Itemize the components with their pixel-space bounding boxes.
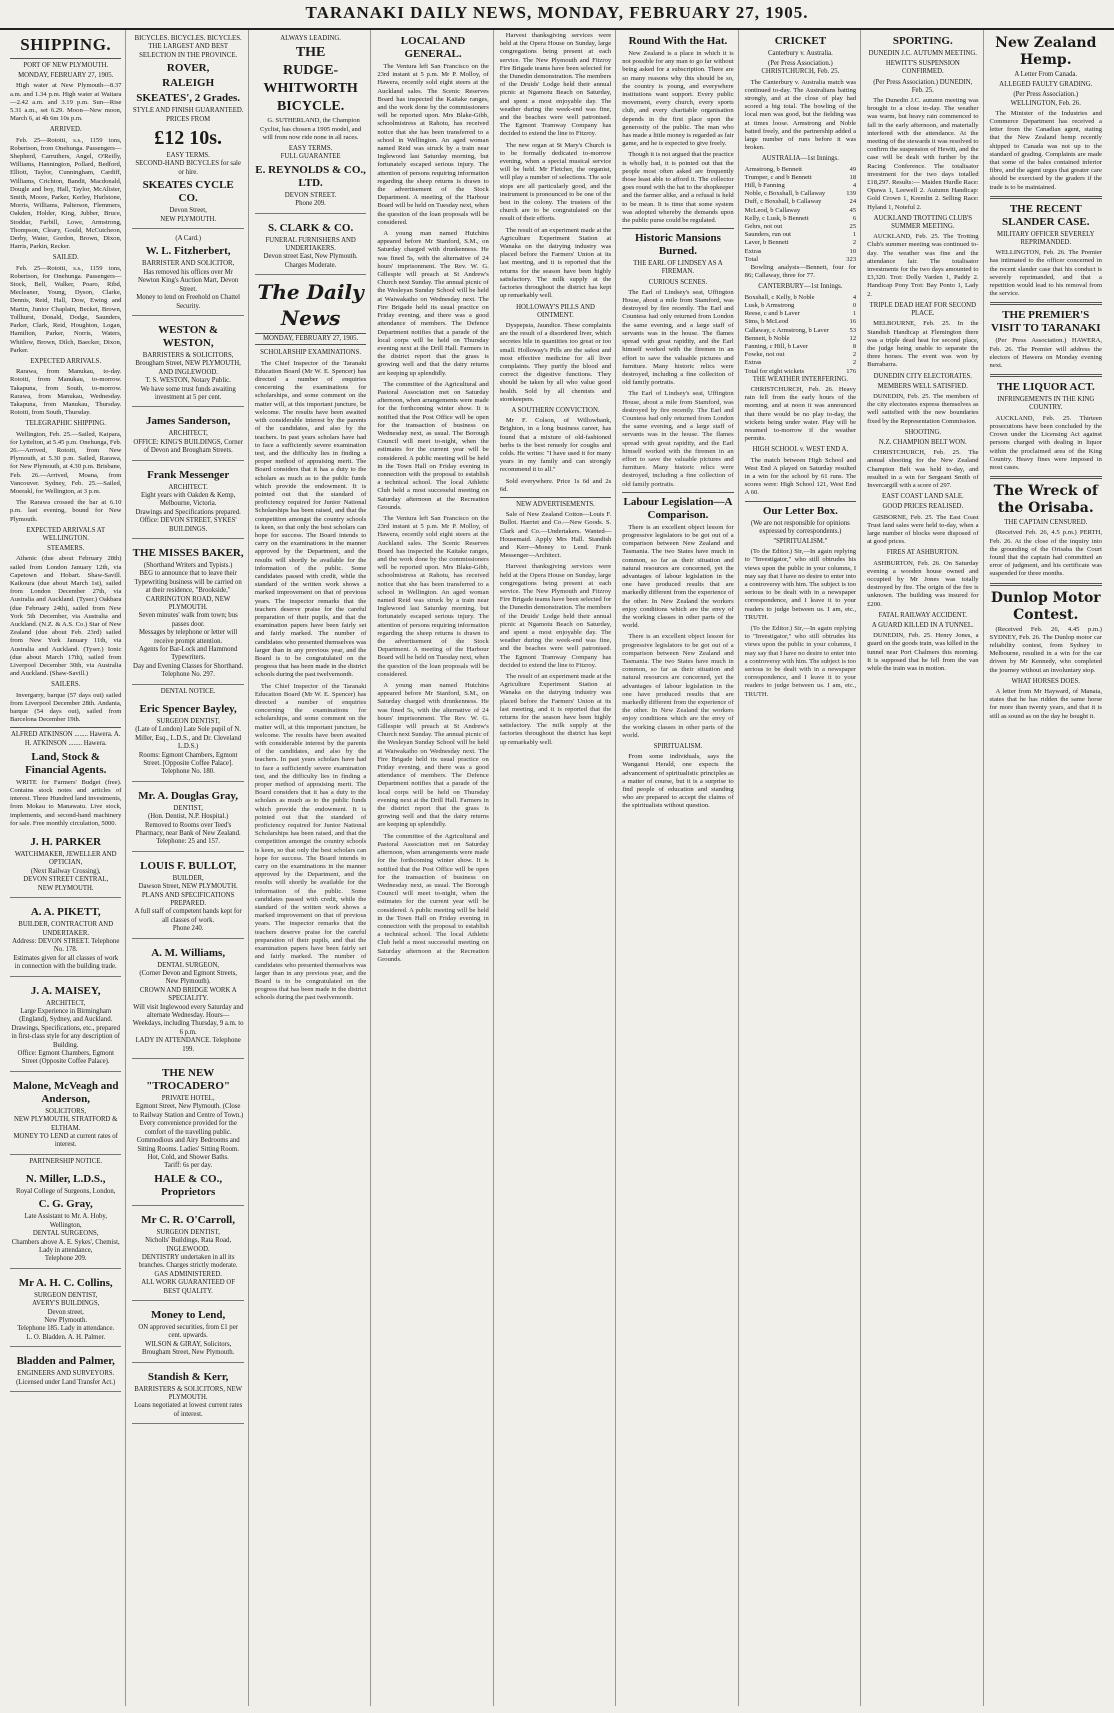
conviction-price: Sold everywhere. Price 1s 6d and 2s 6d. [499, 477, 612, 493]
letter-text: (To the Editor.) Sir,—In again replying to "Investigator," who still obtrudes his views upon the public in your columns, I may say that I have no desire to enter into a controversy with him. The subject is too serious to be dealt with in a newspaper correspondence, and I leave it to your readers to judge between us. I am, etc., TRUTH. [744, 548, 857, 621]
dentists-ad: N. Miller, L.D.S., Royal College of Surgeons, London, C. G. Gray, Late Assistant to Mr. A. Hoby, Wellington, DENTAL SURGEONS, Chambers above A. E. Sykes', Chemist, Lady in attendance, Telephone 209. [10, 1168, 121, 1269]
col5-body-2: The new organ at St Mary's Church is to be formally dedicated to-morrow evening, when a special musical service will be held. Mr Fletcher, the organist, will play a number of selections. The sole stops are all particularly good, and the instrument is pronounced to be one of the best in the colony. The trustees of the church are to be congratulated on the result of their efforts. [499, 141, 612, 223]
bullot-ad: LOUIS F. BULLOT, BUILDER, Dawson Street, NEW PLYMOUTH. PLANS AND SPECIFICATIONS PREPARED. A full staff of competent hands kept for all classes of work. Phone 240. [132, 855, 243, 939]
new-advertisements-text: Sale of New Zealand Cotton—Louis F. Bullot. Harriet and Co.—New Goods. S. Clark and Co.—Undertakers. Wanted—Housemaid. Apply Mrs Hall. Standish and Kerr—Money to Lend. Frank Messenger—Architect. [499, 511, 612, 560]
malone-ad: Malone, McVeagh and Anderson, SOLICITORS, NEW PLYMOUTH, STRATFORD & ELTHAM. MONEY TO LEND at current rates of interest. [10, 1075, 121, 1155]
hat-body-2: Though it is not argued that the practice is wholly bad, it is pointed out that the people most often asked are frequently those least able to afford it. The collector goes round with the hat to the shopkeeper and the farmer alike, and a refusal is held to be mean. It is time that some system was adopted whereby the demands upon the public purse could be regulated. [622, 151, 734, 225]
bladden-ad: Bladden and Palmer, ENGINEERS AND SURVEYORS. (Licensed under Land Transfer Act.) [10, 1350, 121, 1392]
expected-text: Rarawa, from Manukau, to-day. Rotoiti, from Manukau, to-morrow. Takapuna, from South, to-morrow. Rarawa, from Manukau, Wednesday. Takapuna, from Manukau, Thursday. Rotoiti, from South, Thursday. [10, 368, 122, 417]
parker-ad: J. H. PARKER WATCHMAKER, JEWELLER AND OPTICIAN, (Next Railway Crossing), DEVON STREET CENTRAL, NEW PLYMOUTH. [10, 831, 121, 898]
round-with-hat-heading: Round With the Hat. [628, 35, 728, 47]
gray-name: C. G. Gray, [38, 1198, 93, 1211]
australia-scorecard: Armstrong, b Bennett 49 Trumper, c and b Bennett 18 Hill, b Fanning 4 Noble, c Boxshall, b Callaway 139 Duff, c Boxshall, b Callaway 24 McLeod, b Callaway 45 Kelly, c Lusk, b Bennett 6 Gehrs, not out 25 Saunders, run out 1 Laver, b Bennett 2 Extras 10 Total 323 [744, 165, 857, 263]
conviction-heading: A SOUTHERN CONVICTION. [511, 406, 600, 414]
skeates-ad: BICYCLES. BICYCLES. BICYCLES. THE LARGEST AND BEST SELECTION IN THE PROVINCE. ROVER, RALEIGH SKEATES', 2 Grades. STYLE AND FINISH GUARANTEED. PRICES FROM £12 10s. EASY TERMS. SECOND-HAND BICYCLES for sale or hire. SKEATES CYCLE CO. Devon Street, NEW PLYMOUTH. [132, 32, 243, 229]
dental-notice: DENTAL NOTICE. [160, 687, 216, 695]
parker-name: J. H. PARKER [30, 836, 102, 849]
telegraphic-heading: TELEGRAPHIC SHIPPING. [25, 420, 106, 428]
williams-ad: A. M. Williams, DENTAL SURGEON, (Corner Devon and Egmont Streets, New Plymouth). CROWN AND BRIDGE WORK A SPECIALITY. Will visit Inglewood every Saturday and alternate Wednesday. Hours—Weekdays, including Thursday, 9 a.m. to 6 p.m. LADY IN ATTENDANCE. Telephone 199. [132, 942, 243, 1059]
price-text: £12 10s. [154, 127, 223, 150]
pikett-name: A. A. PIKETT, [30, 906, 101, 919]
arrived-text: Feb. 25—Rotoiti, s.s., 1159 tons, Robertson, from Onehunga. Passengers—Shepherd, Carruthers, Angel, O'Reilly, Williams, Hannington, Pollard, Bedford, Elliott, Taylor, Cunningham, Cardiff, Williams, Crichton, Bandit, Macdonald, Dougle and boy, Hall, Taylor, McAlister, Smith, Moore, Parker, Kerley, Hurlstone, Morris, Williams, Palterson, Flemmers, Oakden, Holder, King, Jubber, Bruce, Stoddar, Farbill, Lowe, Armstrong, Thompson, Cleary, Gould, McCutcheon, Derby, Water, Gordon, Brown, Dixon, Harris, Parkin, Recker. [10, 136, 122, 251]
trocadero-ad: THE NEW "TROCADERO" PRIVATE HOTEL, Egmont Street, New Plymouth. (Close to Railway Station and Centre of Town.) Every convenience provided for the comfort of the travelling public. Commodious and Airy Bedrooms and Sitting Rooms. Ladies' Sitting Room. Hot, Cold, and Shower Baths. Tariff: 6s per day. HALE & CO., Proprietors [132, 1062, 243, 1206]
column-1 [8, 30, 126, 1706]
hemp-body: The Minister of the Industries and Commerce Department has received a letter from the Canadian agent, stating that the New Zealand hemp recently shipped to Canada was not up to the standard of grading. Complaints are made that some of the bales contained inferior fibre, and the agent urges that greater care should be exercised by the graders if the trade is to be maintained. [989, 109, 1102, 191]
spiritualism-heading: SPIRITUALISM. [653, 743, 703, 751]
local-body-3: The committee of the Agricultural and Pastoral Association met on Saturday afternoon, when arrangements were made for the forthcoming winter show. It is notified that the Post Office will be open for the transaction of business on Wednesday next, as usual. The Borough Council will meet to-night, when the estimates for the current year will be considered. A public meeting will be held in the Town Hall on Friday evening in connection with the proposal to establish a technical school. The local Athletic Club held a most successful meeting on Saturday afternoon at the Recreation Grounds. [377, 380, 489, 511]
column-4: LOCAL AND GENERAL. The Ventura left San Francisco on the 23rd instant at 5 p.m. Mr P. Molloy, of Hawera, recently sold eight steers at the Auckland sales. The Scenic Reserves Board has inspected the Kaitake ranges, and the work done by the commissioners will be reported upon. Mrs Blake-Gibb, schoolmistress at Rahotu, has received notice that she has been transferred to a school in Wellington. An aged woman named Reid was struck by a train near Inglewood last Saturday morning, but fortunately escaped serious injury. The attention of persons requiring information regarding the sheep returns is drawn to the advertisement of the Stock Department. A meeting of the Harbour Board will be held on Tuesday next, when the question of the loan proposals will be considered. A young man named Hutchins appeared before Mr Stanford, S.M., on Saturday charged with drunkenness. He was fined 5s, with the alternative of 24 hours' imprisonment. The Rev. W. G. Gillespie will preach at St Andrew's Church next Sunday. The annual picnic of the Wesleyan Sunday School will be held at Waiwakaiho on Wednesday next. The Fire Brigade held its usual practice on Friday evening, and there was a good attendance of members. The Defence Department notifies that a parade of the local corps will be held on Thursday evening next at the Drill Hall. Farmers in the district report that the grass is growing well and that the dairy returns are keeping up splendidly. The committee of the Agricultural and Pastoral Association met on Saturday afternoon, when arrangements were made for the forthcoming winter show. It is notified that the Post Office will be open for the transaction of business on Wednesday next, as usual. The Borough Council will meet to-night, when the estimates for the current year will be considered. A public meeting will be held in the Town Hall on Friday evening in connection with the proposal to establish a technical school. The local Athletic Club held a most successful meeting on Saturday afternoon at the Recreation Grounds. The Ventura left San Francisco on the 23rd instant at 5 p.m. Mr P. Molloy, of Hawera, recently sold eight steers at the Auckland sales. The Scenic Reserves Board has inspected the Kaitake ranges, and the work done by the commissioners will be reported upon. Mrs Blake-Gibb, schoolmistress at Rahotu, has received notice that she has been transferred to a school in Wellington. An aged woman named Reid was struck by a train near Inglewood last Saturday morning, but fortunately escaped serious injury. The attention of persons requiring information regarding the sheep returns is drawn to the advertisement of the Stock Department. A meeting of the Harbour Board will be held on Tuesday next, when the question of the loan proposals will be considered. A young man named Hutchins appeared before Mr Stanford, S.M., on Saturday charged with drunkenness. He was fined 5s, with the alternative of 24 hours' imprisonment. The Rev. W. G. Gillespie will preach at St Andrew's Church next Sunday. The annual picnic of the Wesleyan Sunday School will be held at Waiwakaiho on Wednesday next. The Fire Brigade held its usual practice on Friday evening, and there was a good attendance of members. The Defence Department notifies that a parade of the local corps will be held on Thursday evening next at the Drill Hall. Farmers in the district report that the grass is growing well and that the dairy returns are keeping up splendidly. The committee of the Agricultural and Pastoral Association met on Saturday afternoon, when arrangements were made for the forthcoming winter show. It is notified that the Post Office will be open for the transaction of business on Wednesday next, as usual. The Borough Council will meet to-night, when the estimates for the current year will be considered. A public meeting will be held in the Town Hall on Friday evening in connection with the proposal to establish a technical school. The local Athletic Club held a most successful meeting on Saturday afternoon at the Recreation Grounds. [375, 30, 493, 1706]
hat-body-1: New Zealand is a place in which it is not possible for any man to go far without being asked for a subscription. There are so many reasons why this should be so, the country is young, and everywhere institutions want support. Every public movement, every church, every sports club, and every charitable organisation depends in the first place upon the generosity of the public. The man who has made a little money is regarded as fair game, and he is expected to give freely. [622, 50, 734, 148]
sanderson-ad: James Sanderson, ARCHITECT, OFFICE: KING'S BUILDINGS, Corner of Devon and Brougham Streets. [132, 410, 243, 460]
miller-name: N. Miller, L.D.S., [25, 1173, 106, 1186]
conviction-text: Mr F. Colson, of Willowbank, Brighton, in a long business career, has found that a mixture of old-fashioned herbs is the best remedy for coughs and colds. He writes: "I have used it for many years in my family and can strongly recommend it to all." [499, 417, 612, 474]
telegraphic-text: Wellington, Feb. 25.—Sailed, Kaipara, for Lyttelton, at 5.45 p.m. Onehunga, Feb. 26.—Arrived, Rotoiti, from New Plymouth, at 5.30 p.m. Sailed, Rarawa, for New Plymouth, at 4.30 p.m. Brisbane, Feb. 26.—Arrived, Moana, from Vancouver. Sydney, Feb. 25.—Sailed, Moerakl, for Wellington, at 3 p.m. [10, 430, 122, 495]
spiritualism-text: From some individuals, says the Wanganui Herald, one expects the advancement of spiritualistic principles as a matter of course, but it is a surprise to find people of education and standing who are prepared to accept the claims of the spiritualists without question. [622, 753, 734, 810]
expected-wellington-heading: EXPECTED ARRIVALS AT WELLINGTON. [26, 526, 106, 542]
baker-ad: THE MISSES BAKER, (Shorthand Writers and Typists.) BEG to announce that to leave their Typewriting business will be carried on at their residence, "Brookside," CARRINGTON ROAD, NEW PLYMOUTH. Seven minutes' walk from town; bus passes door. Messages by telephone or letter will receive prompt attention. Agents for Bar-Lock and Hammond Typewriters. Day and Evening Classes for Shorthand. Telephone No. 297. [132, 542, 243, 685]
sailers-heading: SAILERS. [51, 681, 81, 689]
bicycles-line: BICYCLES. BICYCLES. BICYCLES. [134, 35, 242, 42]
shipping-date: MONDAY, FEBRUARY 27, 1905. [18, 72, 114, 80]
expected-heading: EXPECTED ARRIVALS. [30, 357, 102, 365]
sporting-body: The Dunedin J.C. autumn meeting was brought to a close to-day. The weather was warm, but heavy rain commenced to fall in the early afternoon, and materially interfered with the attendance. At the meeting of the stewards it was resolved to confirm the suspension of Hewitt, and the case will be dealt with further by the Racing Conference. The totalisator investment for the two days totalled £18,297. Results:— Maiden Hurdle Race: Opawa 1, Leewell 2. Autumn Handicap: Gold Crown 1, Kremlin 2. Selling Race: Hyland 1, Noteful 2. [867, 97, 979, 211]
agent-text: ALFRED ATKINSON ........ Hawera. A. H. ATKINSON ........ Hawera. [10, 731, 121, 747]
column-5: Harvest thanksgiving services were held at the Opera House on Sunday, large congregations being present at each service. The New Plymouth and Fitzroy Fire Brigade teams have been selected for the Dunedin demonstration. The members of the Druids' Lodge held their annual picnic at Ngamotu Beach on Saturday, and spent a most enjoyable day. The weather during the week-end was fine, and the beaches were well patronised. The Egmont Tramway Company has decided to extend the line to Fitzroy. The new organ at St Mary's Church is to be formally dedicated to-morrow evening, when a special musical service will be held. Mr Fletcher, the organist, will play a number of selections. The sole stops are all particularly good, and the instrument is pronounced to be one of the best in the colony. The trustees of the church are to be congratulated on the result of their efforts. The result of an experiment made at the Agriculture Experiment Station at Wanaka on the dairying industry was placed before the Farmers' Union at its last meeting, and it is reported that the returns for the season have been highly satisfactory. The milk supply at the factories throughout the district has kept up remarkably well. HOLLOWAY'S PILLS AND OINTMENT. Dyspepsia, Jaundice. These complaints are the result of a disordered liver, which secretes bile in quantities too great or too small. Holloway's Pills are the safest and most effective medicine for all liver complaints. They purify the blood and correct the digestive functions. They should be taken by all who value good health. Sold by all chemists and storekeepers. A SOUTHERN CONVICTION. Mr F. Colson, of Willowbank, Brighton, in a long business career, has found that a mixture of old-fashioned herbs is the best remedy for coughs and colds. He writes: "I have used it for many years in my family and can strongly recommend it to all." Sold everywhere. Price 1s 6d and 2s 6d. NEW ADVERTISEMENTS. Sale of New Zealand Cotton—Louis F. Bullot. Harriet and Co.—New Goods. S. Clark and Co.—Undertakers. Wanted—Housemaid. Apply Mrs Hall. Standish and Kerr—Money to Lend. Frank Messenger—Architect. Harvest thanksgiving services were held at the Opera House on Sunday, large congregations being present at each service. The New Plymouth and Fitzroy Fire Brigade teams have been selected for the Dunedin demonstration. The members of the Druids' Lodge held their annual picnic at Ngamotu Beach on Saturday, and spent a most enjoyable day. The weather during the week-end was fine, and the beaches were well patronised. The Egmont Tramway Company has decided to extend the line to Fitzroy. The result of an experiment made at the Agriculture Experiment Station at Wanaka on the dairying industry was placed before the Farmers' Union at its last meeting, and it is reported that the returns for the season have been highly satisfactory. The milk supply at the factories throughout the district has kept up remarkably well. [498, 30, 616, 1706]
dunlop-heading: Dunlop Motor Contest. [990, 589, 1101, 623]
standish-ad: Standish & Kerr, BARRISTERS & SOLICITORS, NEW PLYMOUTH. Loans negotiated at lowest current rates of interest. [132, 1366, 243, 1425]
messenger-ad: Frank Messenger ARCHITECT. Eight years with Oakden & Kemp, Melbourne, Victoria. Drawings and Specifications prepared. Office: DEVON STREET, SYKES' BUILDINGS. [132, 464, 243, 539]
column-3 [253, 30, 371, 1706]
sailers-text: Invergarry, barque (57 days out) sailed from Liverpool December 28th. Andania, barque (54 days out), sailed from Barcelona December 19th. [10, 691, 122, 724]
hemp-heading: New Zealand Hemp. [995, 35, 1097, 68]
local-body-2: A young man named Hutchins appeared before Mr Stanford, S.M., on Saturday charged with drunkenness. He was fined 5s, with the alternative of 24 hours' imprisonment. The Rev. W. G. Gillespie will preach at St Andrew's Church next Sunday. The annual picnic of the Wesleyan Sunday School will be held at Waiwakaiho on Wednesday next. The Fire Brigade held its usual practice on Friday evening, and there was a good attendance of members. The Defence Department notifies that a parade of the local corps will be held on Thursday evening next at the Drill Hall. Farmers in the district report that the grass is growing well and that the dairy returns are keeping up splendidly. [377, 230, 489, 377]
column-2 [130, 30, 248, 1706]
new-advertisements-heading: NEW ADVERTISEMENTS. [516, 500, 595, 508]
malone-name: Malone, McVeagh and Anderson, [12, 1079, 119, 1105]
local-general-heading: LOCAL AND GENERAL. [400, 35, 466, 60]
editorial-body-2: The Chief Inspector of the Taranaki Education Board (Mr W. E. Spencer) has directed a number of enquiries concerning the examinations for scholarships, and some comment on the matter will, at this important juncture, be welcome. The results have been awaited with considerable interest by the parents of the candidates, and also by the teachers. In past years scholars have had to face a sufficiently severe examination test, and the difficulty lies in finding a proper method of appraising merit. The Board considers that it has a duty to the scholars as much as to the public funds which provide the endowment. It is pointed out that the standard of proficiency required for Junior National Scholarships has been raised, and that the competition amongst the country schools is keen, so that only the best scholars can hope for success. The Board intends to carry on the examinations in the manner approved by the Department, and the results will shortly be available for the information of the public. Some candidates passed with credit, while the standard of the written work shows a marked improvement on that of previous years. The inspector remarks that the teachers deserve praise for the careful preparation of their pupils, and that the examination papers have been fairly set and fairly marked. The number of candidates who presented themselves was larger than in any previous year, and the Board is to be congratulated on the progress that has been made in the district schools during the past twelvemonth. [254, 682, 367, 1002]
tides-text: High water at New Plymouth—8.37 a.m. and 1.34 p.m. High water at Waitara—2.42 a.m. and 3.19 p.m. Sun—Rise 5.31 a.m., set 6.29. Moon—New moon, March 6, at 4h 6m 10s p.m. [10, 82, 122, 123]
shipping-heading: SHIPPING. [20, 35, 112, 54]
local-body-1: The Ventura left San Francisco on the 23rd instant at 5 p.m. Mr P. Molloy, of Hawera, recently sold eight steers at the Auckland sales. The Scenic Reserves Board has inspected the Kaitake ranges, and the work done by the commissioners will be reported upon. Mrs Blake-Gibb, schoolmistress at Rahotu, has received notice that she has been transferred to a school in Wellington. An aged woman named Reid was struck by a train near Inglewood last Saturday morning, but fortunately escaped serious injury. The attention of persons requiring information regarding the sheep returns is drawn to the advertisement of the Stock Department. A meeting of the Harbour Board will be held on Tuesday next, when the question of the loan proposals will be considered. [377, 63, 489, 226]
newspaper-columns [8, 30, 1106, 1706]
port-heading: PORT OF NEW PLYMOUTH. [23, 62, 109, 69]
canterbury-scorecard: Boxshall, c Kelly, b Noble 4 Lusk, b Armstrong 0 Reese, c and b Laver 1 Sims, b McLeod 16 Callaway, c Armstrong, b Laver 53 Bennett, b Noble 12 Fanning, c Hill, b Laver 8 Fowke, not out 2 Extras 2 Total for eight wickets 176 [744, 293, 857, 375]
ocarroll-ad: Mr C. R. O'Carroll, SURGEON DENTIST, Nicholls' Buildings, Rata Road, INGLEWOOD. DENTISTRY undertaken in all its branches. Charges strictly moderate. GAS ADMINISTERED. ALL WORK GUARANTEED OF BEST QUALITY. [132, 1209, 243, 1301]
maisey-ad: J. A. MAISEY, ARCHITECT, Large Experience in Birmingham (England), Sydney, and Auckland. Drawings, Specifications, etc., prepared in first-class style for any description of Building. Office: Egmont Chambers, Egmont Street (Opposite Coffee Palace). [10, 980, 121, 1072]
fitzherbert-ad: (A Card.) W. L. Fitzherbert, BARRISTER AND SOLICITOR, Has removed his offices over Mr Newton King's Auction Mart, Devon Street. Money to lend on Freehold on Chattel Security. [132, 232, 243, 316]
holloways-text: Dyspepsia, Jaundice. These complaints are the result of a disordered liver, which secretes bile in quantities too great or too small. Holloway's Pills are the safest and most effective medicine for all liver complaints. They purify the blood and correct the digestive functions. They should be taken by all who value good health. Sold by all chemists and storekeepers. [499, 321, 612, 403]
bladden-name: Bladden and Palmer, [16, 1355, 115, 1368]
money-ad: Money to Lend, ON approved securities, from £1 per cent. upwards. WILSON & GIRAY, Solicitors, Brougham Street, New Plymouth. [132, 1304, 243, 1363]
partnership-heading: PARTNERSHIP NOTICE. [29, 1157, 103, 1165]
column-9: New Zealand Hemp. A Letter From Canada. ALLEGED FAULTY GRADING. (Per Press Association.) WELLINGTON, Feb. 26. The Minister of the Industries and Commerce Department has received a letter from the Canadian agent, stating that the New Zealand hemp recently shipped to Canada was not up to the standard of grading. Complaints are made that some of the bales contained inferior fibre, and the agent urges that greater care should be exercised by the graders if the trade is to be maintained. THE RECENT SLANDER CASE. MILITARY OFFICER SEVERELY REPRIMANDED. WELLINGTON, Feb. 26. The Premier has intimated to the officer concerned in the recent slander case that his conduct is severely reprimanded, and that a repetition would lead to his removal from the service. THE PREMIER'S VISIT TO TARANAKI (Per Press Association.) HAWERA, Feb. 26. The Premier will address the electors of Hawera on Monday evening next. THE LIQUOR ACT. INFRINGEMENTS IN THE KING COUNTRY. AUCKLAND, Feb. 25. Thirteen prosecutions have been concluded by the Crown under the Licensing Act against persons charged with dealing in liquor within the proclaimed area of the King Country. Heavy fines were imposed in most cases. The Wreck of the Orisaba. THE CAPTAIN CENSURED. (Received Feb. 26, 4.5 p.m.) PERTH, Feb. 26. At the close of the inquiry into the grounding of the Orisaba the Court found that the captain had committed an error of judgment, and his certificate was suspended for three months. Dunlop Motor Contest. (Received Feb. 26, 4.45 p.m.) SYDNEY, Feb. 26. The Dunlop motor car reliability contest, from Sydney to Melbourne, resulted in a win for the car driven by Mr Kennedy, who completed the journey without an involuntary stop. WHAT HORSES DOES. A letter from Mr Hayward, of Manaia, states that he has ridden the same horse for more than twenty years, and that it is still as sound as on the day he bought it. [989, 35, 1102, 720]
steamers-heading: STEAMERS. [47, 545, 85, 553]
holloways-heading: HOLLOWAY'S PILLS AND OINTMENT. [516, 303, 595, 319]
masthead: TARANAKI DAILY NEWS, MONDAY, FEBRUARY 27, 1905. [0, 0, 1114, 30]
historic-heading: Historic Mansions Burned. [635, 232, 721, 258]
labour-heading: Labour Legislation—A Comparison. [623, 495, 733, 521]
historic-text: The Earl of Lindsey's seat, Uffington House, about a mile from Stamford, was destroyed by fire recently. The Earl and Countess had only returned from London the same evening, and a large staff of servants was in the house. The flames spread with great rapidity, and the Earl himself worked with the firemen in an effort to save the valuable pictures and furniture. Many historic relics were destroyed, including a fine collection of old family portraits. [622, 288, 734, 387]
editorial-dateline: MONDAY, FEBRUARY 27, 1905. [255, 333, 366, 345]
rarawa-text: The Rarawa crossed the bar at 6.10 p.m. last evening, bound for New Plymouth. [10, 499, 122, 523]
rudge-ad: ALWAYS LEADING. THE RUDGE- WHITWORTH BICYCLE. G. SUTHERLAND, the Champion Cyclist, has chosen a 1905 model, and will from now ride none in all races. EASY TERMS. FULL GUARANTEE E. REYNOLDS & CO., LTD. DEVON STREET. Phone 209. [255, 32, 366, 214]
labour-text: There is an excellent object lesson for progressive legislators to be got out of a comparison between New Zealand and Tasmania. The two States have much in common, so far as their situation and natural resources are concerned, yet the advantages of labour legislation in the one have produced results that are markedly different from the experience of the other. In New Zealand the workers enjoy conditions which are the envy of the working classes in other parts of the world. [622, 523, 734, 630]
cricket-heading: CRICKET [774, 35, 827, 47]
col5-body-3: The result of an experiment made at the Agriculture Experiment Station at Wanaka on the dairying industry was placed before the Farmers' Union at its last meeting, and it is reported that the returns for the season have been highly satisfactory. The milk supply at the factories throughout the district has kept up remarkably well. [499, 226, 612, 300]
skeates-cycle-co: SKEATES CYCLE CO. [142, 179, 234, 205]
column-7: CRICKET Canterbury v. Australia. (Per Press Association.) CHRISTCHURCH, Feb. 25. The Canterbury v. Australia match was continued to-day. The Australians batting strongly, and at the close of play had scored a big total. The bowling of the local men was good, but the fielding was at times loose. Armstrong and Noble batted freely, and the partnership added a large number of runs before it was broken. AUSTRALIA—1st Innings. Armstrong, b Bennett 49 Trumper, c and b Bennett 18 Hill, b Fanning 4 Noble, c Boxshall, b Callaway 139 Duff, c Boxshall, b Callaway 24 McLeod, b Callaway 45 Kelly, c Lusk, b Bennett 6 Gehrs, not out 25 Saunders, run out 1 Laver, b Bennett 2 Extras 10 Total 323 Bowling analysis—Bennett, four for 86; Callaway, three for 77. CANTERBURY—1st Innings. Boxshall, c Kelly, b Noble 4 Lusk, b Armstrong 0 Reese, c and b Laver 1 Sims, b McLeod 16 Callaway, c Armstrong, b Laver 53 Bennett, b Noble 12 Fanning, c Hill, b Laver 8 Fowke, not out 2 Extras 2 Total for eight wickets 176 THE WEATHER INTERFERING. CHRISTCHURCH, Feb. 26. Heavy rain fell from the early hours of the morning, and at noon it was announced that there would be no play to-day, the wickets being under water. Play will be resumed to-morrow if the weather permits. HIGH SCHOOL v. WEST END A. The match between High School and West End A played on Saturday resulted in a win for the school by 61 runs. The scores were: High School 121, West End A 60. Our Letter Box. (We are not responsible for opinions expressed by correspondents.) "SPIRITUALISM." (To the Editor.) Sir,—In again replying to "Investigator," who still obtrudes his views upon the public in your columns, I may say that I have no desire to enter into a controversy with him. The subject is too serious to be dealt with in a newspaper correspondence, and I leave it to your readers to judge between us. I am, etc., TRUTH. (To the Editor.) Sir,—In again replying to "Investigator," who still obtrudes his views upon the public in your columns, I may say that I have no desire to enter into a controversy with him. The subject is too serious to be dealt with in a newspaper correspondence, and I leave it to your readers to judge between us. I am, etc., TRUTH. [743, 30, 861, 1706]
weston-ad: WESTON & WESTON, BARRISTERS & SOLICITORS, Brougham Street, NEW PLYMOUTH, AND INGLEWOOD. T. S. WESTON, Notary Public. We have some trust funds awaiting investment at 5 per cent. [132, 319, 243, 407]
bayley-ad: Eric Spencer Bayley, SURGEON DENTIST, (Late of London) Late Sole pupil of N. Miller, Esq., L.D.S., and Dr. Cleveland L.D.S.) Rooms: Egmont Chambers, Egmont Street. [Opposite Coffee Palace]. Telephone No. 180. [132, 698, 243, 782]
collins-name: Mr A. H. C. Collins, [18, 1276, 113, 1289]
letter-box-heading: Our Letter Box. [762, 504, 838, 517]
land-text: WRITE for Farmers' Budget (free). Contains stock notes and articles of interest. Three Hundred land investments, from Mokau to Manawatu. Live stock, implements, and second-hand machinery for sale. Free monthly circulation, 5000. [10, 778, 122, 827]
column-6: Round With the Hat. New Zealand is a place in which it is not possible for any man to go far without being asked for a subscription. There are so many reasons why this should be so, the country is young, and everywhere institutions want support. Every public movement, every church, every sports club, and every charitable organisation depends in the first place upon the generosity of the public. The man who has made a little money is regarded as fair game, and he is expected to give freely. Though it is not argued that the practice is wholly bad, it is pointed out that the people most often asked are frequently those least able to afford it. The collector goes round with the hat to the shopkeeper and the farmer alike, and a refusal is held to be mean. It is time that some system was adopted whereby the demands upon the public purse could be regulated. Historic Mansions Burned. THE EARL OF LINDSEY AS A FIREMAN. CURIOUS SCENES. The Earl of Lindsey's seat, Uffington House, about a mile from Stamford, was destroyed by fire recently. The Earl and Countess had only returned from London the same evening, and a large staff of servants was in the house. The flames spread with great rapidity, and the Earl himself worked with the firemen in an effort to save the valuable pictures and furniture. Many historic relics were destroyed, including a fine collection of old family portraits. The Earl of Lindsey's seat, Uffington House, about a mile from Stamford, was destroyed by fire recently. The Earl and Countess had only returned from London the same evening, and a large staff of servants was in the house. The flames spread with great rapidity, and the Earl himself worked with the firemen in an effort to save the valuable pictures and furniture. Many historic relics were destroyed, including a fine collection of old family portraits. Labour Legislation—A Comparison. There is an excellent object lesson for progressive legislators to be got out of a comparison between New Zealand and Tasmania. The two States have much in common, so far as their situation and natural resources are concerned, yet the advantages of labour legislation in the one have produced results that are markedly different from the experience of the other. In New Zealand the workers enjoy conditions which are the envy of the working classes in other parts of the world. There is an excellent object lesson for progressive legislators to be got out of a comparison between New Zealand and Tasmania. The two States have much in common, so far as their situation and natural resources are concerned, yet the advantages of labour legislation in the one have produced results that are markedly different from the experience of the other. In New Zealand the workers enjoy conditions which are the envy of the working classes in other parts of the world. SPIRITUALISM. From some individuals, says the Wanganui Herald, one expects the advancement of spiritualistic principles as a matter of course, but it is a surprise to find people of education and standing who are prepared to accept the claims of the spiritualists without question. [620, 30, 738, 1706]
col5-body-1: Harvest thanksgiving services were held at the Opera House on Sunday, large congregations being present at each service. The New Plymouth and Fitzroy Fire Brigade teams have been selected for the Dunedin demonstration. The members of the Druids' Lodge held their annual picnic at Ngamotu Beach on Saturday, and spent a most enjoyable day. The weather during the week-end was fine, and the beaches were well patronised. The Egmont Tramway Company has decided to extend the line to Fitzroy. [499, 32, 612, 138]
arrived-heading: ARRIVED. [49, 126, 82, 134]
editorial-body: The Chief Inspector of the Taranaki Education Board (Mr W. E. Spencer) has directed a number of enquiries concerning the examinations for scholarships, and some comment on the matter will, at this important juncture, be welcome. The results have been awaited with considerable interest by the parents of the candidates, and also by the teachers. In past years scholars have had to face a sufficiently severe examination test, and the difficulty lies in finding a proper method of appraising merit. The Board considers that it has a duty to the scholars as much as to the public funds which provide the endowment. It is pointed out that the standard of proficiency required for Junior National Scholarships has been raised, and that the competition amongst the country schools is keen, so that only the best scholars can hope for success. The Board intends to carry on the examinations in the manner approved by the Department, and the results will shortly be available for the information of the public. Some candidates passed with credit, while the standard of the written work shows a marked improvement on that of previous years. The inspector remarks that the teachers deserve praise for the careful preparation of their pupils, and that the examination papers have been fairly set and fairly marked. The number of candidates who presented themselves was larger than in any previous year, and the Board is to be congratulated on the progress that has been made in the district schools during the past twelvemonth. [254, 359, 367, 679]
pikett-ad: A. A. PIKETT, BUILDER, CONTRACTOR AND UNDERTAKER. Address: DEVON STREET. Telephone No. 178. Estimates given for all classes of work in connection with the building trade. [10, 901, 121, 976]
steamers-text: Athenic (due about February 28th) sailed from London January 12th, via Capetown and Hobart. Shaw-Savill. Kaikoura (due about March 1st), sailed from London December 27th, via Australia and Auckland. (Tyser.) Oakbara (due February 24th), sailed from New York 5th December, via Australia and Auckland. (N.Z. & A.S. Co.) Star of New Zealand (due about Feb. 23rd) sailed from New York January 11th, via Australia and Auckland. (Tyser.) Ionic (due about March 17th), sailed from Liverpool December 30th, via Australia and Auckland. (Shaw-Savill.) [10, 555, 122, 678]
clark-ad: S. CLARK & CO. FUNERAL FURNISHERS AND UNDERTAKERS. Devon street East, New Plymouth. Charges Moderate. [255, 217, 366, 276]
maisey-name: J. A. MAISEY, [30, 984, 101, 997]
sailed-heading: SAILED. [52, 254, 79, 262]
douglas-gray-ad: Mr. A. Douglas Gray, DENTIST, (Hon. Dentist, N.P. Hospital.) Removed to Rooms over Teed's Pharmacy, near Bank of New Zealand. Telephone: 25 and 157. [132, 785, 243, 852]
cricket-body: The Canterbury v. Australia match was continued to-day. The Australians batting strongly, and at the close of play had scored a big total. The bowling of the local men was good, but the fielding was at times loose. Armstrong and Noble batted freely, and the partnership added a large number of runs before it was broken. [744, 78, 857, 152]
sailed-text: Feb. 25—Rotoiti, s.s., 1159 tons, Robertson, for Onehunga. Passengers—Stock, Bell, Walker, Poaro, Ribd, Mecleaner, Young, Dyson, Clarke, Dennis, Reid, Hall, Dow, Ewing and Martin, Junior Chaplain, Becket, Brown, Tollhurst, Donald, Dodge, Saunders, Parker, Clark, Reid, Houghton, Logan, Hamilton, Parker, Norris, Waters, Whitlow, Brown, Dilch, Baecker, Dixon, Parker. [10, 264, 122, 354]
column-8: SPORTING. DUNEDIN J.C. AUTUMN MEETING. HEWITT'S SUSPENSION CONFIRMED. (Per Press Association.) DUNEDIN, Feb. 25. The Dunedin J.C. autumn meeting was brought to a close to-day. The weather was warm, but heavy rain commenced to fall in the early afternoon, and materially interfered with the attendance. At the meeting of the stewards it was resolved to confirm the suspension of Hewitt, and the case will be dealt with further by the Racing Conference. The totalisator investment for the two days totalled £18,297. Results:— Maiden Hurdle Race: Opawa 1, Leewell 2. Autumn Handicap: Gold Crown 1, Kremlin 2. Selling Race: Hyland 1, Noteful 2. AUCKLAND TROTTING CLUB'S SUMMER MEETING. AUCKLAND, Feb. 25. The Trotting Club's summer meeting was continued to-day. The weather was fine and the attendance fair. The totalisator investments for the two days amounted to £3,320. Trot: Dolly Varden 1, Paddy 2. Handicap Pony Trot: Bay Ponto 1, Lady 2. TRIPLE DEAD HEAT FOR SECOND PLACE. MELBOURNE, Feb. 25. In the Standish Handicap at Flemington there was a triple dead heat for second place, the judge being unable to separate the three horses. The event was won by Burrabarra. DUNEDIN CITY ELECTORATES. MEMBERS WELL SATISFIED. DUNEDIN, Feb. 25. The members of the city electorates express themselves as well satisfied with the new boundaries fixed by the Representation Commission. SHOOTING. N.Z. CHAMPION BELT WON. CHRISTCHURCH, Feb. 25. The annual shooting for the New Zealand Champion Belt was held to-day, and resulted in a win for Sergeant Smith of Invercargill with a score of 297. EAST COAST LAND SALE. GOOD PRICES REALISED. GISBORNE, Feb. 25. The East Coast Trust land sales were held to-day, when a large number of blocks were disposed of at good prices. FIRES AT ASHBURTON. ASHBURTON, Feb. 26. On Saturday evening a wooden house owned and occupied by Mr Jones was totally destroyed by fire. The origin of the fire is unknown. The building was insured for £200. FATAL RAILWAY ACCIDENT. A GUARD KILLED IN A TUNNEL. DUNEDIN, Feb. 25. Henry Jones, a guard on the goods train, was killed in the tunnel near Port Chalmers this morning. It is supposed that he fell from the van while the train was in motion. [865, 30, 983, 1706]
scholarship-heading: SCHOLARSHIP EXAMINATIONS. [260, 349, 362, 357]
sporting-heading: SPORTING. [892, 35, 953, 47]
collins-ad: Mr A. H. C. Collins, SURGEON DENTIST, AVERY'S BUILDINGS, Devon street, New Plymouth. Telephone 185. Lady in attendance. L. O. Bladden. A. H. Palmer. [10, 1272, 121, 1347]
daily-news-title: The Daily News [257, 280, 364, 331]
orisaba-heading: The Wreck of the Orisaba. [993, 483, 1098, 517]
land-heading: Land, Stock & Financial Agents. [25, 750, 107, 776]
